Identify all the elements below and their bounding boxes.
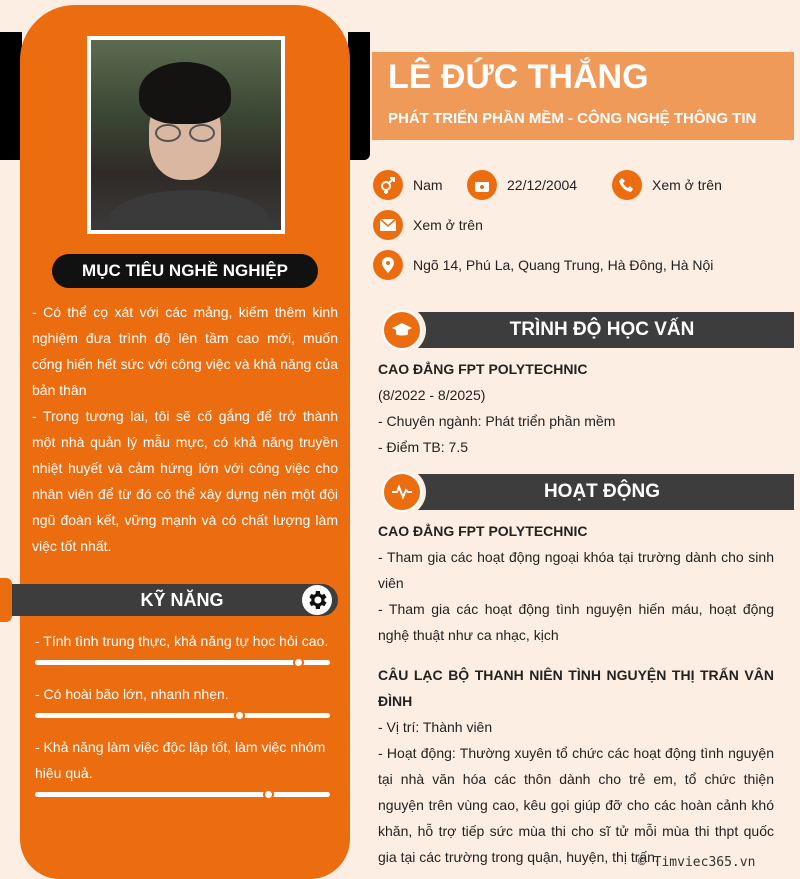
phone-value: Xem ở trên	[652, 177, 722, 193]
activity-line: - Hoạt động: Thường xuyên tổ chức các hoạt động tình nguyện tại nhà văn hóa các thôn dành cho trẻ em, tổ chức thiện nguyện trên vùng cao, kêu gọi giúp đỡ cho các hoàn cảnh khó khăn, hỗ trợ tiếp sức mùa thi cho sĩ tử mỗi mùa thi thpt quốc gia tại các trường trong quận, huyện, thị trấn.	[378, 745, 774, 865]
gear-icon	[302, 585, 332, 615]
activity-line: - Tham gia các hoạt động ngoại khóa tại trường dành cho sinh viên	[378, 549, 774, 591]
candidate-title: PHÁT TRIỂN PHẦN MỀM - CÔNG NGHỆ THÔNG TIN	[388, 110, 757, 127]
candidate-name: LÊ ĐỨC THẮNG	[388, 58, 649, 96]
objective-paragraph: - Có thể cọ xát với các mảng, kiếm thêm kinh nghiệm đưa trình độ lên tầm cao mới, muốn cống hiến hết sức với công việc và khả năng của bản thân	[32, 304, 338, 398]
skill-item: - Khả năng làm việc độc lập tốt, làm việc nhóm hiệu quả.	[35, 739, 326, 781]
birthdate-value: 22/12/2004	[507, 177, 578, 193]
pulse-icon	[378, 468, 426, 516]
gender-value: Nam	[413, 177, 443, 193]
activity-role: - Vị trí: Thành viên	[378, 719, 493, 735]
decor-tab-right	[348, 32, 370, 160]
skill-progress-track	[35, 660, 330, 665]
phone-icon	[612, 170, 642, 200]
education-org: CAO ĐẲNG FPT POLYTECHNIC	[378, 361, 588, 377]
skill-item: - Có hoài bão lớn, nhanh nhẹn.	[35, 686, 229, 702]
education-heading: TRÌNH ĐỘ HỌC VẤN	[509, 319, 695, 340]
activity-org: CAO ĐẲNG FPT POLYTECHNIC	[378, 523, 588, 539]
gender-icon	[373, 170, 403, 200]
skill-progress-knob	[234, 710, 245, 721]
education-period: (8/2022 - 8/2025)	[378, 387, 486, 403]
education-gpa: - Điểm TB: 7.5	[378, 439, 468, 455]
objective-heading: MỤC TIÊU NGHỀ NGHIỆP	[52, 254, 318, 288]
activities-block	[378, 518, 774, 870]
skill-progress-track	[35, 792, 330, 797]
objective-paragraph: - Trong tương lai, tôi sẽ cố gắng để trở thành một nhà quản lý mẫu mực, có khả năng truyền nhiệt huyết và cảm hứng lớn với công việc cho nhân viên để từ đó có thể xây dựng nên một đội ngũ đoàn kết, vững mạnh và có chất lượng làm việc tốt nhất.	[32, 408, 338, 554]
graduation-cap-icon	[378, 306, 426, 354]
calendar-icon	[467, 170, 497, 200]
decor-tab-left	[0, 32, 22, 160]
skill-progress-track	[35, 713, 330, 718]
skill-progress-knob	[263, 789, 274, 800]
activities-heading: HOẠT ĐỘNG	[543, 481, 661, 502]
email-value: Xem ở trên	[413, 217, 483, 233]
skill-progress-knob	[293, 657, 304, 668]
footer-credit: © Timviec365.vn	[638, 855, 756, 870]
skills-bar-accent	[0, 578, 12, 622]
skills-heading: KỸ NĂNG	[140, 590, 224, 610]
activity-org: CÂU LẠC BỘ THANH NIÊN TÌNH NGUYỆN THỊ TRẤN VÂN ĐÌNH	[378, 667, 774, 709]
profile-photo	[87, 36, 285, 234]
skill-item: - Tính tình trung thực, khả năng tự học hỏi cao.	[35, 633, 329, 649]
mail-icon	[373, 210, 403, 240]
location-icon	[373, 250, 403, 280]
objective-text	[32, 299, 338, 559]
address-value: Ngõ 14, Phú La, Quang Trung, Hà Đông, Hà Nội	[413, 257, 714, 273]
education-major: - Chuyên ngành: Phát triển phần mềm	[378, 413, 616, 429]
education-block	[378, 356, 774, 460]
activity-line: - Tham gia các hoạt động tình nguyện hiến máu, hoạt động nghệ thuật như ca nhạc, kịch	[378, 601, 774, 643]
